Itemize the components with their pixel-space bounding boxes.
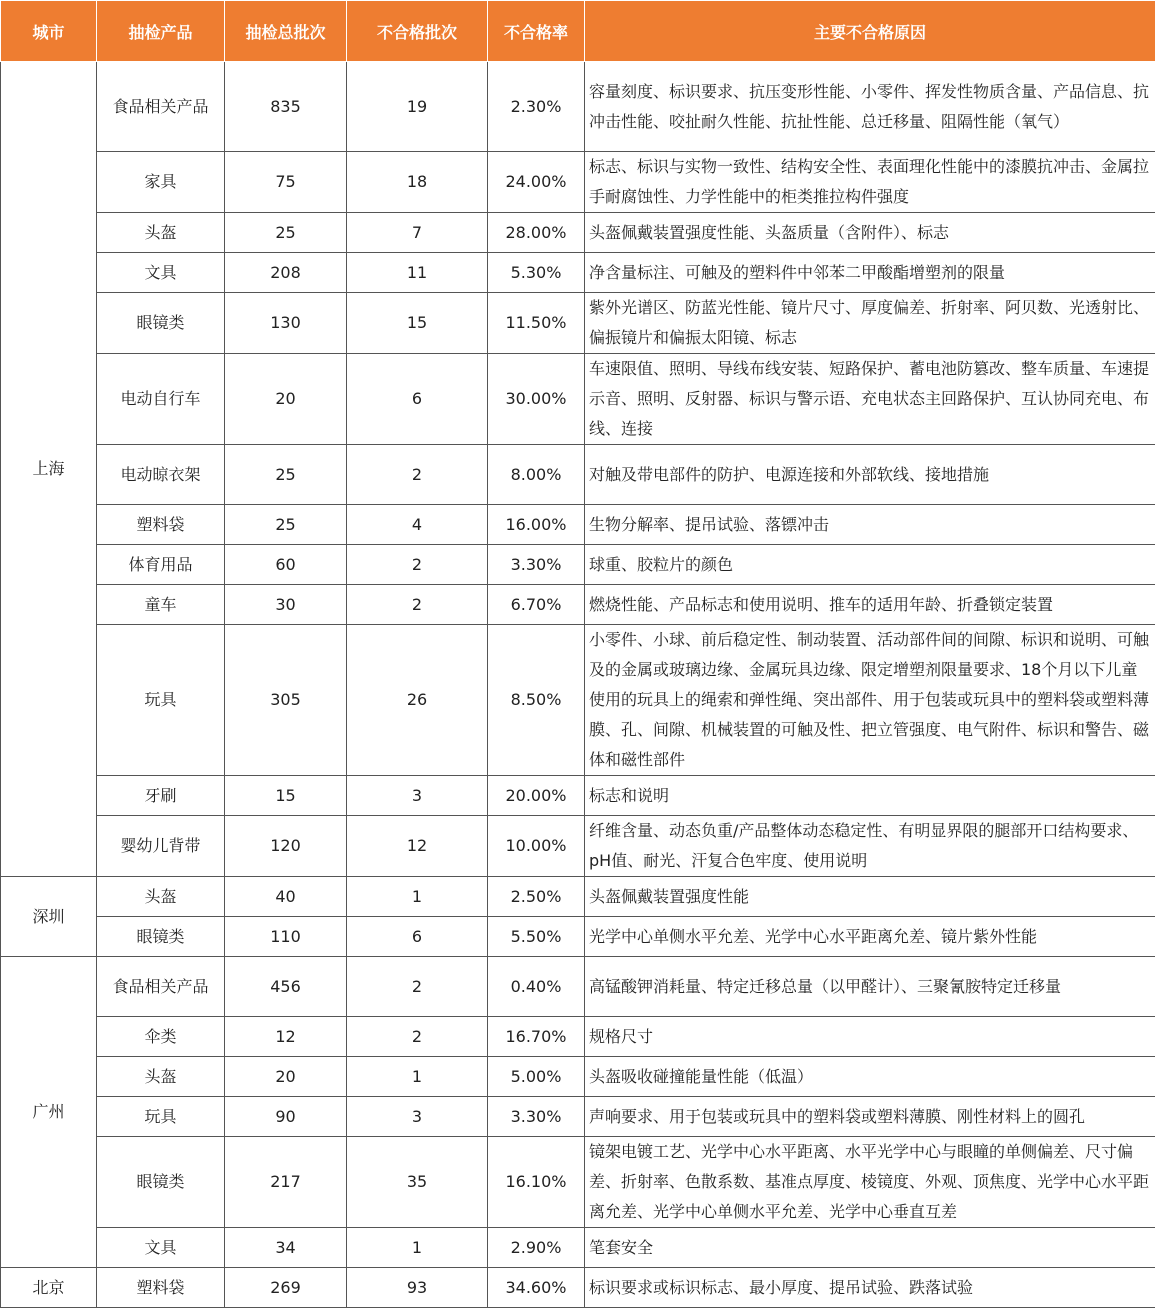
fail-rate-cell: 16.70% — [488, 1017, 585, 1057]
failed-batches-cell: 93 — [347, 1268, 488, 1308]
failed-batches-cell: 11 — [347, 253, 488, 293]
failed-batches-cell: 4 — [347, 505, 488, 545]
table-row — [1, 152, 1155, 213]
total-batches-cell: 269 — [225, 1268, 347, 1308]
failed-batches-cell: 6 — [347, 917, 488, 957]
table-row — [1, 1228, 1155, 1268]
table-row — [1, 776, 1155, 816]
product-cell: 牙刷 — [97, 776, 225, 816]
city-cell: 广州 — [1, 957, 97, 1268]
failed-batches-cell: 26 — [347, 625, 488, 776]
product-cell: 食品相关产品 — [97, 957, 225, 1017]
reason-cell: 小零件、小球、前后稳定性、制动装置、活动部件间的间隙、标识和说明、可触及的金属或玻璃边缘、金属玩具边缘、限定增塑剂限量要求、18个月以下儿童使用的玩具上的绳索和弹性绳、突出部件、用于包装或玩具中的塑料袋或塑料薄膜、孔、间隙、机械装置的可触及性、把立管强度、电气附件、标识和警告、磁体和磁性部件 — [585, 625, 1155, 776]
fail-rate-cell: 8.00% — [488, 445, 585, 505]
reason-cell: 头盔佩戴装置强度性能、头盔质量（含附件）、标志 — [585, 213, 1155, 253]
table-row — [1, 505, 1155, 545]
header-main-reasons: 主要不合格原因 — [585, 1, 1155, 62]
product-cell: 玩具 — [97, 625, 225, 776]
fail-rate-cell: 20.00% — [488, 776, 585, 816]
reason-cell: 纤维含量、动态负重/产品整体动态稳定性、有明显界限的腿部开口结构要求、pH值、耐光、汗复合色牢度、使用说明 — [585, 816, 1155, 877]
fail-rate-cell: 30.00% — [488, 354, 585, 445]
total-batches-cell: 25 — [225, 213, 347, 253]
total-batches-cell: 25 — [225, 445, 347, 505]
table-row — [1, 253, 1155, 293]
total-batches-cell: 120 — [225, 816, 347, 877]
failed-batches-cell: 35 — [347, 1137, 488, 1228]
city-cell: 上海 — [1, 62, 97, 877]
product-cell: 婴幼儿背带 — [97, 816, 225, 877]
failed-batches-cell: 18 — [347, 152, 488, 213]
table-row — [1, 585, 1155, 625]
total-batches-cell: 40 — [225, 877, 347, 917]
table-row — [1, 625, 1155, 776]
total-batches-cell: 12 — [225, 1017, 347, 1057]
failed-batches-cell: 2 — [347, 585, 488, 625]
product-cell: 头盔 — [97, 213, 225, 253]
failed-batches-cell: 15 — [347, 293, 488, 354]
fail-rate-cell: 3.30% — [488, 1097, 585, 1137]
table-body — [1, 62, 1155, 1308]
header-row — [1, 1, 1155, 62]
total-batches-cell: 130 — [225, 293, 347, 354]
fail-rate-cell: 5.00% — [488, 1057, 585, 1097]
total-batches-cell: 60 — [225, 545, 347, 585]
table-row — [1, 62, 1155, 152]
product-cell: 电动自行车 — [97, 354, 225, 445]
product-cell: 玩具 — [97, 1097, 225, 1137]
reason-cell: 标识要求或标识标志、最小厚度、提吊试验、跌落试验 — [585, 1268, 1155, 1308]
fail-rate-cell: 11.50% — [488, 293, 585, 354]
failed-batches-cell: 12 — [347, 816, 488, 877]
product-cell: 体育用品 — [97, 545, 225, 585]
reason-cell: 净含量标注、可触及的塑料件中邻苯二甲酸酯增塑剂的限量 — [585, 253, 1155, 293]
failed-batches-cell: 6 — [347, 354, 488, 445]
fail-rate-cell: 10.00% — [488, 816, 585, 877]
header-total-batches: 抽检总批次 — [225, 1, 347, 62]
city-cell: 深圳 — [1, 877, 97, 957]
reason-cell: 生物分解率、提吊试验、落镖冲击 — [585, 505, 1155, 545]
total-batches-cell: 20 — [225, 354, 347, 445]
fail-rate-cell: 0.40% — [488, 957, 585, 1017]
table-row — [1, 545, 1155, 585]
total-batches-cell: 208 — [225, 253, 347, 293]
reason-cell: 头盔佩戴装置强度性能 — [585, 877, 1155, 917]
reason-cell: 光学中心单侧水平允差、光学中心水平距离允差、镜片紫外性能 — [585, 917, 1155, 957]
table-row — [1, 816, 1155, 877]
failed-batches-cell: 7 — [347, 213, 488, 253]
product-cell: 文具 — [97, 253, 225, 293]
fail-rate-cell: 28.00% — [488, 213, 585, 253]
table-row — [1, 1017, 1155, 1057]
product-cell: 塑料袋 — [97, 1268, 225, 1308]
reason-cell: 对触及带电部件的防护、电源连接和外部软线、接地措施 — [585, 445, 1155, 505]
city-cell: 北京 — [1, 1268, 97, 1308]
table-row — [1, 877, 1155, 917]
product-cell: 头盔 — [97, 1057, 225, 1097]
fail-rate-cell: 5.30% — [488, 253, 585, 293]
failed-batches-cell: 2 — [347, 957, 488, 1017]
reason-cell: 声响要求、用于包装或玩具中的塑料袋或塑料薄膜、刚性材料上的圆孔 — [585, 1097, 1155, 1137]
header-failed-batches: 不合格批次 — [347, 1, 488, 62]
table-row — [1, 1268, 1155, 1308]
product-cell: 食品相关产品 — [97, 62, 225, 152]
header-fail-rate: 不合格率 — [488, 1, 585, 62]
failed-batches-cell: 1 — [347, 1228, 488, 1268]
reason-cell: 燃烧性能、产品标志和使用说明、推车的适用年龄、折叠锁定装置 — [585, 585, 1155, 625]
total-batches-cell: 75 — [225, 152, 347, 213]
fail-rate-cell: 2.50% — [488, 877, 585, 917]
fail-rate-cell: 16.00% — [488, 505, 585, 545]
product-cell: 家具 — [97, 152, 225, 213]
fail-rate-cell: 3.30% — [488, 545, 585, 585]
fail-rate-cell: 2.30% — [488, 62, 585, 152]
fail-rate-cell: 6.70% — [488, 585, 585, 625]
reason-cell: 标志、标识与实物一致性、结构安全性、表面理化性能中的漆膜抗冲击、金属拉手耐腐蚀性、力学性能中的柜类推拉构件强度 — [585, 152, 1155, 213]
product-cell: 眼镜类 — [97, 917, 225, 957]
fail-rate-cell: 5.50% — [488, 917, 585, 957]
product-cell: 童车 — [97, 585, 225, 625]
header-product: 抽检产品 — [97, 1, 225, 62]
product-cell: 塑料袋 — [97, 505, 225, 545]
reason-cell: 紫外光谱区、防蓝光性能、镜片尺寸、厚度偏差、折射率、阿贝数、光透射比、偏振镜片和偏振太阳镜、标志 — [585, 293, 1155, 354]
table-row — [1, 213, 1155, 253]
reason-cell: 球重、胶粒片的颜色 — [585, 545, 1155, 585]
total-batches-cell: 25 — [225, 505, 347, 545]
failed-batches-cell: 3 — [347, 776, 488, 816]
reason-cell: 车速限值、照明、导线布线安装、短路保护、蓄电池防篡改、整车质量、车速提示音、照明、反射器、标识与警示语、充电状态主回路保护、互认协同充电、布线、连接 — [585, 354, 1155, 445]
reason-cell: 头盔吸收碰撞能量性能（低温） — [585, 1057, 1155, 1097]
failed-batches-cell: 2 — [347, 1017, 488, 1057]
total-batches-cell: 20 — [225, 1057, 347, 1097]
table-row — [1, 1057, 1155, 1097]
failed-batches-cell: 19 — [347, 62, 488, 152]
fail-rate-cell: 16.10% — [488, 1137, 585, 1228]
total-batches-cell: 305 — [225, 625, 347, 776]
product-cell: 文具 — [97, 1228, 225, 1268]
reason-cell: 容量刻度、标识要求、抗压变形性能、小零件、挥发性物质含量、产品信息、抗冲击性能、咬扯耐久性能、抗扯性能、总迁移量、阻隔性能（氧气） — [585, 62, 1155, 152]
table-row — [1, 293, 1155, 354]
product-cell: 眼镜类 — [97, 293, 225, 354]
total-batches-cell: 456 — [225, 957, 347, 1017]
reason-cell: 高锰酸钾消耗量、特定迁移总量（以甲醛计）、三聚氰胺特定迁移量 — [585, 957, 1155, 1017]
reason-cell: 标志和说明 — [585, 776, 1155, 816]
product-cell: 头盔 — [97, 877, 225, 917]
reason-cell: 规格尺寸 — [585, 1017, 1155, 1057]
fail-rate-cell: 2.90% — [488, 1228, 585, 1268]
table-row — [1, 445, 1155, 505]
failed-batches-cell: 3 — [347, 1097, 488, 1137]
fail-rate-cell: 8.50% — [488, 625, 585, 776]
product-cell: 电动晾衣架 — [97, 445, 225, 505]
total-batches-cell: 90 — [225, 1097, 347, 1137]
failed-batches-cell: 1 — [347, 1057, 488, 1097]
fail-rate-cell: 34.60% — [488, 1268, 585, 1308]
reason-cell: 笔套安全 — [585, 1228, 1155, 1268]
total-batches-cell: 30 — [225, 585, 347, 625]
failed-batches-cell: 2 — [347, 545, 488, 585]
product-cell: 眼镜类 — [97, 1137, 225, 1228]
total-batches-cell: 217 — [225, 1137, 347, 1228]
failed-batches-cell: 1 — [347, 877, 488, 917]
table-row — [1, 1097, 1155, 1137]
table-row — [1, 1137, 1155, 1228]
total-batches-cell: 835 — [225, 62, 347, 152]
header-city: 城市 — [1, 1, 97, 62]
table-row — [1, 917, 1155, 957]
total-batches-cell: 34 — [225, 1228, 347, 1268]
total-batches-cell: 110 — [225, 917, 347, 957]
product-cell: 伞类 — [97, 1017, 225, 1057]
reason-cell: 镜架电镀工艺、光学中心水平距离、水平光学中心与眼瞳的单侧偏差、尺寸偏差、折射率、色散系数、基准点厚度、棱镜度、外观、顶焦度、光学中心水平距离允差、光学中心单侧水平允差、光学中心垂直互差 — [585, 1137, 1155, 1228]
total-batches-cell: 15 — [225, 776, 347, 816]
table-row — [1, 957, 1155, 1017]
table-row — [1, 354, 1155, 445]
fail-rate-cell: 24.00% — [488, 152, 585, 213]
failed-batches-cell: 2 — [347, 445, 488, 505]
